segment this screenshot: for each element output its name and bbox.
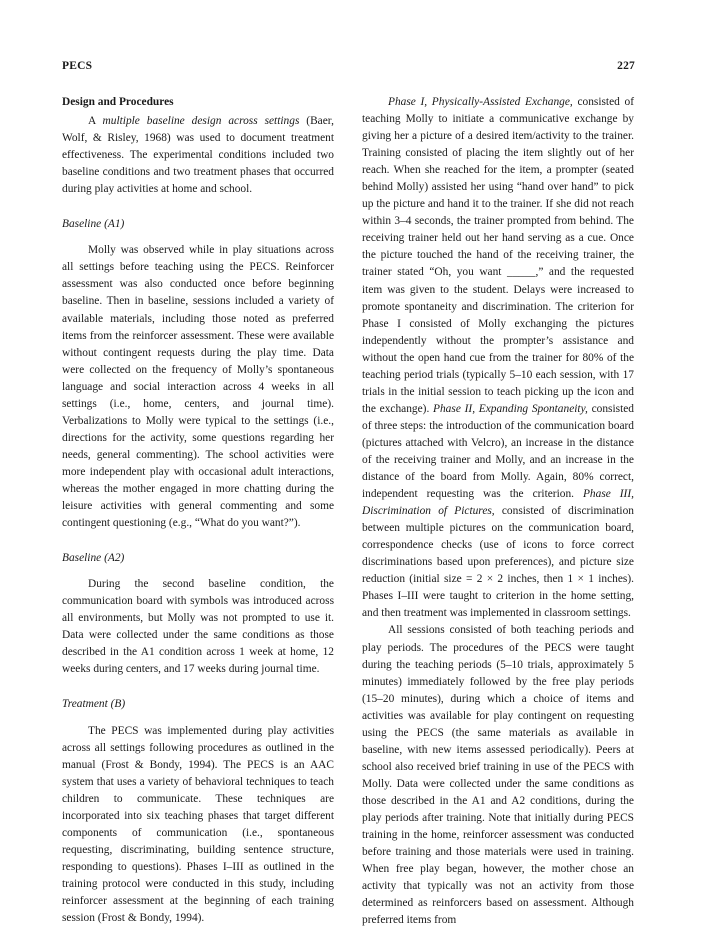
running-head [62, 60, 635, 72]
sessions-paragraph: All sessions consisted of both teaching periods and play periods. The procedures of the PECS were taught during the teaching periods (5–10 trials, approximately 5 minutes) immediately followed by the free play periods (15–20 minutes), during which a choice of items and activities was available for play contingent on requesting using the PECS (the same materials as available in baseline, with new items assessed periodically). Peers at school also received brief training in use of the PECS with Molly. Data were collected under the same conditions as those described in the A1 and A2 conditions, during the play periods after training. Note that initially during PECS training in the home, reinforcer assessment was conducted before training and those materials were used in training. When free play began, however, the mother chose an activity that typically was not an activity from those determined as reinforcers based on assessment. Although preferred items from [362, 624, 634, 927]
design-paragraph [62, 113, 334, 198]
baseline-a1-heading: Baseline (A1) [62, 218, 125, 231]
treatment-b-paragraph: The PECS was implemented during play activities across all settings following procedures as outlined in the manual (Frost & Bondy, 1994). The PECS is an AAC system that uses a variety of behavioral techniques to teach children to communicate. These techniques are incorporated into six teaching phases that target different components of communication (i.e., spontaneous requesting, discriminating, building sentence structure, responding to questions). Phases I–III as outlined in the training protocol were conducted in this study, including reinforcer assessment at the beginning of each training session (Frost & Bondy, 1994). [62, 724, 334, 925]
phase2-label: Phase II, Expanding Spontaneity, [433, 402, 588, 415]
running-title: PECS [62, 60, 93, 72]
page-number: 227 [617, 60, 635, 72]
right-column [362, 94, 634, 929]
phase1-text: consisted of teaching Molly to initiate a communicative exchange by giving her a picture of a desired item/activity to the trainer. Training consisted of placing the item slightly out of her reach. When she reached for the item, a prompter (seated behind Molly) assisted her using “hand over hand” to pick up the picture and hand it to the trainer. If she did not reach within 3–4 seconds, the trainer prompted from behind. The receiving trainer held out her hand serving as a cue. Once the picture touched the hand of the receiving trainer, the trainer stated “Oh, you want _____,” and the requested item was given to the student. Delays were increased to promote spontaneity and discrimination. The criterion for Phase I consisted of Molly exchanging the pictures independently without the prompter’s assistance and without the open hand cue from the trainer for 80% of the teaching period trials (typically 5–10 each session, with 17 trials in the initial session to teach picking up the icon and the exchange). [362, 96, 634, 415]
section-heading: Design and Procedures [62, 96, 174, 108]
phases-paragraph [362, 94, 634, 622]
phase3-label: Phase III, Discrimination of Pictures, [362, 488, 634, 518]
phase2-text: consisted of three steps: the introduction of the communication board (pictures attached with Velcro), an increase in the distance of the receiving trainer and Molly, and an increase in the distance of the board from Molly. Again, 80% correct, independent requesting was the criterion. [362, 402, 634, 501]
baseline-a2-heading: Baseline (A2) [62, 552, 125, 565]
baseline-a2-paragraph: During the second baseline condition, the communication board with symbols was introduced across all environments, but Molly was not prompted to use it. Data were collected under the same conditions as those described in the A1 condition across 1 week at home, 12 weeks during centers, and 17 weeks during journal time. [62, 578, 334, 676]
phase3-text: consisted of discrimination between multiple pictures on the communication board, correspondence checks (use of icons to force correct discriminations based upon preferences), and picture size reduction (initial size = 2 × 2 inches, then 1 × 1 inches). Phases I–III were taught to criterion in the home setting, and then treatment was implemented in classroom settings. [362, 505, 634, 620]
design-emphasis: multiple baseline design across settings [102, 115, 300, 128]
left-column [62, 94, 334, 927]
design-text-pre: A [88, 115, 103, 128]
phase1-label: Phase I, Physically-Assisted Exchange, [388, 96, 573, 108]
treatment-b-heading: Treatment (B) [62, 698, 126, 711]
design-text-post: (Baer, Wolf, & Risley, 1968) was used to document treatment effectiveness. The experimental conditions included two baseline conditions and two treatment phases that occurred during play activities at home and school. [62, 115, 334, 196]
baseline-a1-paragraph: Molly was observed while in play situations across all settings before teaching using the PECS. Reinforcer assessment was also conducted once before beginning baseline. Then in baseline, sessions included a variety of available materials, including those noted as preferred items from the reinforcer assessment. These were available without contingent requests during the play time. Data were collected on the frequency of Molly’s spontaneous language and social interaction across 4 weeks in all settings (i.e., home, centers, and journal time). Verbalizations to Molly were typical to the settings (i.e., directions for the activity, some questions regarding her needs, general commenting). The school activities were more independent play with occasional adult interactions, whereas the mother engaged in more chatting during the leisure activities with general commenting and some contingent questioning (e.g., “What do you want?”). [62, 244, 334, 530]
